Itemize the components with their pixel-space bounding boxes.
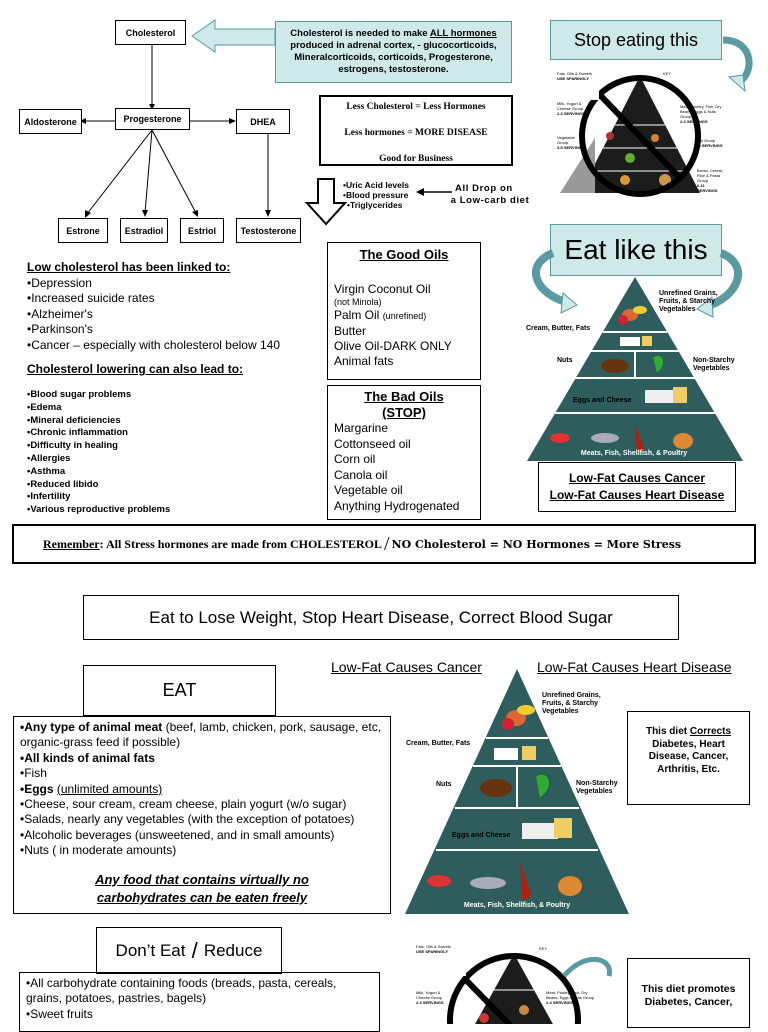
list-item: •Alzheimer's (27, 306, 93, 321)
list-item: Canola oil (334, 467, 388, 482)
flow-cholesterol: Cholesterol (115, 20, 186, 45)
usda-fruit-label: Fruit Group 2-4 SERVINGS (695, 138, 723, 148)
list-item: Anything Hydrogenated (334, 498, 460, 513)
lowfat-line2: Low-Fat Causes Heart Disease (549, 488, 725, 502)
eat-item: •Salads, nearly any vegetables (with the exception of potatoes) (20, 812, 355, 827)
usda-pyramid-bottom (414, 940, 624, 1024)
hormone-box (319, 95, 513, 166)
cholesterol-note (275, 21, 512, 83)
flow-progesterone: Progesterone (115, 108, 190, 130)
eat-list (13, 716, 391, 914)
pyramid-label-nonstarchy: Non-Starchy Vegetables (693, 357, 735, 372)
lowfat-line1: Low-Fat Causes Cancer (568, 471, 706, 485)
flow-dhea: DHEA (236, 109, 290, 134)
list-item: Butter (334, 324, 367, 338)
usda-milk-label: Milk, Yogurt & Cheese Group 2-3 SERVINGS (416, 990, 444, 1005)
list-item: •Increased suicide rates (27, 291, 155, 305)
good-oils-box (327, 242, 481, 380)
list-item: •Mineral deficiencies (27, 414, 121, 426)
flow-estriol: Estriol (180, 218, 224, 243)
hormone-line3: Good for Business (379, 154, 453, 164)
eat-item: •All kinds of animal fats (20, 750, 155, 765)
list-item: •Asthma (27, 465, 66, 477)
pyramid-label-eggs: Eggs and Cheese (573, 397, 632, 404)
eat-item: •Nuts ( in moderate amounts) (20, 843, 177, 858)
list-item: Vegetable oil (334, 483, 403, 498)
list-item: •Blood sugar problems (27, 389, 132, 400)
hormone-line1: Less Cholesterol = Less Hormones (346, 102, 486, 112)
eat-item: •Alcoholic beverages (unsweetened, and in small amounts) (20, 827, 335, 842)
list-item: •Chronic inflammation (27, 427, 128, 439)
drop-list (343, 180, 409, 210)
remember-box (12, 524, 756, 564)
promotes-box: This diet promotes Diabetes, Cancer, (627, 958, 750, 1028)
good-oils-title: The Good Oils (359, 247, 449, 262)
list-item: •Reduced libido (27, 478, 99, 490)
lowering-title: Cholesterol lowering can also lead to: (27, 362, 244, 376)
corrects-box: This diet Corrects Diabetes, Heart Disease, Cancer, Arthritis, Etc. (627, 711, 750, 805)
bad-oils-title: The Bad Oils (364, 389, 444, 404)
lowfat-heart: Low-Fat Causes Heart Disease (537, 659, 732, 675)
list-item: Virgin Coconut Oil (334, 282, 431, 296)
cholesterol-note-rest: produced in adrenal cortex, - glucocorticoids, Mineralcorticoids, corticoids, Progesterone, estrogens, testosterone. (290, 40, 497, 75)
drop-item: •Triglycerides (347, 200, 403, 210)
list-item: •Parkinson's (27, 322, 93, 336)
pyramid-label-eggs: Eggs and Cheese (452, 832, 511, 839)
usda-milk-label: Milk, Yogurt & Cheese Group 2-3 SERVINGS (557, 101, 585, 116)
flow-aldosterone: Aldosterone (19, 109, 82, 134)
eat-item: •Fish (20, 766, 47, 781)
low-cholesterol-section (27, 260, 327, 353)
green-pyramid-top (525, 275, 745, 463)
list-item: •Infertility (27, 491, 71, 503)
list-item: Corn oil (334, 452, 376, 467)
bad-oils-stop: (STOP) (382, 405, 426, 420)
pyramid-label-cream: Cream, Butter, Fats (526, 325, 591, 332)
green-pyramid-bottom (404, 668, 630, 916)
pyramid-label-nuts: Nuts (436, 781, 452, 788)
list-item: Margarine (334, 421, 389, 435)
lowfat-cancer: Low-Fat Causes Cancer (331, 659, 482, 675)
eat-item: •Any type of animal meat (beef, lamb, chicken, pork, sausage, etc, organic-grass feed if possible) (20, 720, 382, 750)
remember-tail: NO Cholesterol = NO Hormones = More Stress (391, 537, 682, 551)
eat-title: EAT (83, 665, 276, 716)
hormone-line2: Less hormones = MORE DISEASE (344, 128, 488, 138)
drop-label: All Drop on a Low-carb diet (450, 183, 530, 206)
eat-item: •Eggs (unlimited amounts) (20, 781, 163, 796)
pyramid-label-meats: Meats, Fish, Shellfish, & Poultry (463, 902, 571, 909)
pyramid-label-meats: Meats, Fish, Shellfish, & Poultry (580, 450, 688, 457)
eat-item: •Cheese, sour cream, cream cheese, plain yogurt (w/o sugar) (20, 797, 347, 812)
pyramid-label-cream: Cream, Butter, Fats (406, 740, 471, 747)
usda-meat-label: Meat, Poultry, Fish, Dry Beans, Eggs & Nuts Group 2-3 SERVINGS (680, 104, 722, 124)
usda-fats-label: Fats, Oils & Sweets USE SPARINGLY (416, 944, 451, 954)
headline: Eat to Lose Weight, Stop Heart Disease, Correct Blood Sugar (83, 595, 679, 640)
usda-pyramid-top (555, 68, 725, 198)
usda-key: KEY (539, 946, 589, 951)
list-item: •Allergies (27, 452, 71, 464)
list-item: Cottonseed oil (334, 436, 411, 451)
dont-eat-item: •All carbohydrate containing foods (breads, pasta, cereals, grains, potatoes, pastries, bagels) (26, 976, 337, 1006)
pyramid-label-nonstarchy: Non-Starchy Vegetables (576, 780, 618, 795)
lowfat-box (538, 462, 736, 512)
usda-fats-label: Fats, Oils & Sweets USE SPARINGLY (557, 71, 592, 81)
list-item: •Depression (27, 275, 92, 290)
list-item: Animal fats (334, 354, 394, 368)
usda-veg-label: Vegetable Group 3-5 SERVINGS (557, 135, 585, 150)
lowering-list (27, 389, 170, 517)
list-item: •Cancer – especially with cholesterol below 140 (27, 337, 281, 352)
pyramid-label-top: Unrefined Grains, Fruits, & Starchy Vegetables (542, 692, 601, 715)
remember-text: : All Stress hormones are made from CHOLESTEROL (99, 536, 382, 551)
remember-label: Remember (43, 536, 100, 551)
remember-slash: / (383, 532, 390, 555)
pyramid-label-top: Unrefined Grains, Fruits, & Starchy Vegetables (659, 290, 718, 313)
usda-meat-label: Meat, Poultry, Fish, Dry Beans, Eggs & Nuts Group 2-3 SERVINGS (546, 990, 595, 1005)
list-item: Palm Oil (unrefined) (334, 308, 427, 322)
flow-testosterone: Testosterone (236, 218, 301, 243)
list-item: •Various reproductive problems (27, 504, 171, 516)
eat-footer: Any food that contains virtually no carbohydrates can be eaten freely (95, 871, 309, 905)
dont-eat-item: •Sweet fruits (26, 1006, 93, 1021)
list-item: •Edema (27, 401, 62, 413)
drop-item: •Uric Acid levels (343, 180, 409, 190)
flow-estradiol: Estradiol (120, 218, 168, 243)
list-item: •Difficulty in healing (27, 440, 118, 452)
dont-eat-title: Don’t Eat / Reduce (96, 927, 282, 974)
eat-like-this-label: Eat like this (550, 224, 722, 276)
cholesterol-note-line1: Cholesterol is needed to make ALL hormones (290, 28, 497, 39)
bad-oils-box (327, 385, 481, 520)
usda-bread-label: Bread, Cereal, Rice & Pasta Group 6-11 SERVINGS (697, 168, 723, 193)
stop-eating-label: Stop eating this (550, 20, 722, 60)
pyramid-label-nuts: Nuts (557, 357, 573, 364)
list-item: Olive Oil-DARK ONLY (334, 339, 452, 353)
dont-eat-list (19, 972, 380, 1032)
drop-item: •Blood pressure (343, 190, 409, 200)
usda-key: KEY (663, 71, 723, 76)
low-cholesterol-title: Low cholesterol has been linked to: (27, 260, 231, 274)
list-item-note: (not Minola) (334, 297, 382, 307)
flow-estrone: Estrone (58, 218, 108, 243)
